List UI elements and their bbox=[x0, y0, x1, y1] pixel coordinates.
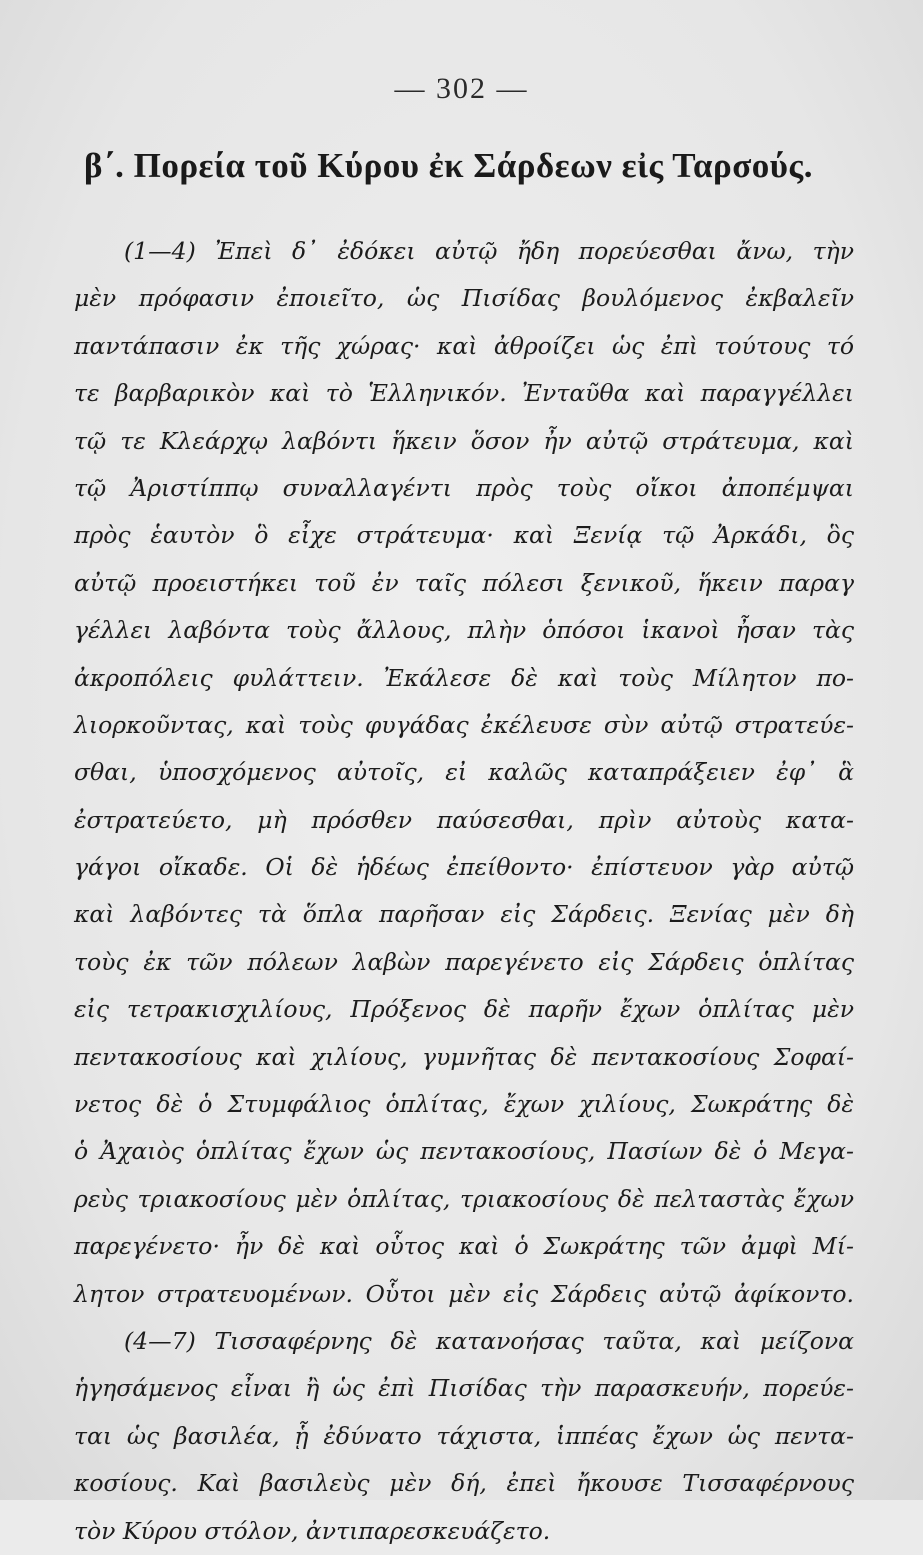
text-line: ἀκροπόλεις φυλάττειν. Ἐκάλεσε δὲ καὶ τοὺς Μίλητον πο- bbox=[74, 663, 854, 692]
text-line: τῷ τε Κλεάρχῳ λαβόντι ἥκειν ὅσον ἦν αὐτῷ στράτευμα, καὶ bbox=[74, 426, 854, 455]
text-line: ται ὡς βασιλέα, ᾗ ἐδύνατο τάχιστα, ἱππέας ἔχων ὡς πεντα- bbox=[74, 1421, 854, 1450]
text-line: παρεγένετο· ἦν δὲ καὶ οὗτος καὶ ὁ Σωκράτης τῶν ἀμφὶ Μί- bbox=[74, 1232, 854, 1261]
text-line: πρὸς ἑαυτὸν ὃ εἶχε στράτευμα· καὶ Ξενίᾳ τῷ Ἀρκάδι, ὃς bbox=[74, 521, 854, 550]
text-line: τὸν Κύρου στόλον, ἀντιπαρεσκευάζετο. bbox=[74, 1516, 551, 1545]
text-line: (1—4) Ἐπεὶ δ᾽ ἐδόκει αὐτῷ ἤδη πορεύεσθαι ἄνω, τὴν bbox=[124, 237, 854, 265]
text-line: αὐτῷ προειστήκει τοῦ ἐν ταῖς πόλεσι ξενικοῦ, ἥκειν παραγ bbox=[74, 568, 854, 597]
text-line: τε βαρβαρικὸν καὶ τὸ Ἑλληνικόν. Ἐνταῦθα καὶ παραγγέλλει bbox=[74, 379, 854, 408]
text-line: κοσίους. Καὶ βασιλεὺς μὲν δή, ἐπεὶ ἤκουσε Τισσαφέρνους bbox=[74, 1469, 854, 1498]
text-line: ἡγησάμενος εἶναι ἢ ὡς ἐπὶ Πισίδας τὴν παρασκευήν, πορεύε- bbox=[74, 1374, 854, 1403]
text-line: τῷ Ἀριστίππῳ συναλλαγέντι πρὸς τοὺς οἴκοι ἀποπέμψαι bbox=[74, 473, 854, 502]
text-line: σθαι, ὑποσχόμενος αὐτοῖς, εἰ καλῶς καταπράξειεν ἐφ᾽ ἃ bbox=[74, 758, 854, 787]
text-line: τοὺς ἐκ τῶν πόλεων λαβὼν παρεγένετο εἰς Σάρδεις ὁπλίτας bbox=[74, 947, 854, 976]
text-line: πεντακοσίους καὶ χιλίους, γυμνῆτας δὲ πεντακοσίους Σοφαί- bbox=[74, 1042, 854, 1071]
text-line: λητον στρατευομένων. Οὗτοι μὲν εἰς Σάρδεις αὐτῷ ἀφίκοντο. bbox=[74, 1279, 854, 1308]
body-text bbox=[74, 228, 854, 1555]
text-line: νετος δὲ ὁ Στυμφάλιος ὁπλίτας, ἔχων χιλίους, Σωκράτης δὲ bbox=[74, 1090, 854, 1119]
text-line: ὁ Ἀχαιὸς ὁπλίτας ἔχων ὡς πεντακοσίους, Πασίων δὲ ὁ Μεγα- bbox=[74, 1137, 854, 1166]
text-line: ἐστρατεύετο, μὴ πρόσθεν παύσεσθαι, πρὶν αὐτοὺς κατα- bbox=[74, 805, 854, 834]
page-number: — 302 — bbox=[394, 72, 529, 105]
text-line: μὲν πρόφασιν ἐποιεῖτο, ὡς Πισίδας βουλόμενος ἐκβαλεῖν bbox=[74, 284, 854, 313]
text-line: λιορκοῦντας, καὶ τοὺς φυγάδας ἐκέλευσε σὺν αὐτῷ στρατεύε- bbox=[74, 710, 854, 739]
text-line: γάγοι οἴκαδε. Οἱ δὲ ἡδέως ἐπείθοντο· ἐπίστευον γὰρ αὐτῷ bbox=[74, 853, 854, 882]
section-heading: β΄. Πορεία τοῦ Κύρου ἐκ Σάρδεων εἰς Ταρσούς. bbox=[84, 146, 813, 185]
text-line: καὶ λαβόντες τὰ ὅπλα παρῆσαν εἰς Σάρδεις. Ξενίας μὲν δὴ bbox=[74, 900, 854, 929]
text-line: γέλλει λαβόντα τοὺς ἄλλους, πλὴν ὁπόσοι ἱκανοὶ ἦσαν τὰς bbox=[74, 616, 854, 645]
text-line: (4—7) Τισσαφέρνης δὲ κατανοήσας ταῦτα, καὶ μείζονα bbox=[124, 1326, 854, 1355]
text-line: ρεὺς τριακοσίους μὲν ὁπλίτας, τριακοσίους δὲ πελταστὰς ἔχων bbox=[74, 1184, 854, 1213]
text-line: παντάπασιν ἐκ τῆς χώρας· καὶ ἀθροίζει ὡς ἐπὶ τούτους τό bbox=[74, 331, 854, 360]
text-line: εἰς τετρακισχιλίους, Πρόξενος δὲ παρῆν ἔχων ὁπλίτας μὲν bbox=[74, 995, 854, 1024]
